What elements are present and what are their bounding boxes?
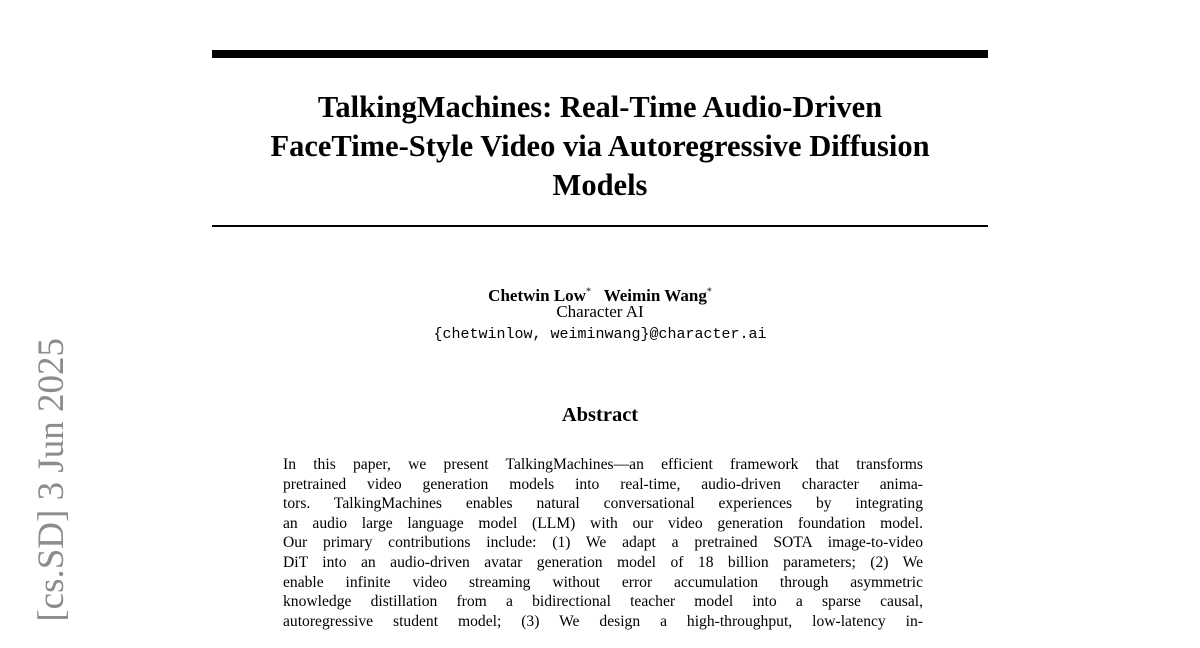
author-email: {chetwinlow, weiminwang}@character.ai xyxy=(433,326,767,343)
abstract-line: autoregressive student model; (3) We design a high-throughput, low-latency in- xyxy=(283,612,923,630)
paper-title xyxy=(212,88,988,205)
equal-contribution-mark: * xyxy=(585,286,591,297)
title-top-rule xyxy=(212,50,988,58)
abstract-line: Our primary contributions include: (1) We adapt a pretrained SOTA image-to-video xyxy=(283,534,923,552)
title-line: Models xyxy=(552,168,648,202)
abstract-line: an audio large language model (LLM) with our video generation foundation model. xyxy=(283,514,923,532)
title-line: FaceTime-Style Video via Autoregressive Diffusion xyxy=(270,129,930,163)
abstract-line: In this paper, we present TalkingMachines—an efficient framework that transforms xyxy=(283,456,923,473)
author-name: Weimin Wang* xyxy=(603,285,712,305)
abstract-body xyxy=(283,455,923,631)
arxiv-identifier-stamp: [cs.SD] 3 Jun 2025 xyxy=(31,338,72,622)
affiliation: Character AI xyxy=(556,302,644,321)
title-bottom-rule xyxy=(212,225,988,227)
abstract-heading: Abstract xyxy=(561,404,639,426)
abstract-line: knowledge distillation from a bidirectional teacher model into a sparse causal, xyxy=(283,593,923,611)
title-line: TalkingMachines: Real-Time Audio-Driven xyxy=(317,90,883,124)
abstract-line: DiT into an audio-driven avatar generation model of 18 billion parameters; (2) We xyxy=(283,553,923,571)
abstract-line: tors. TalkingMachines enables natural conversational experiences by integrating xyxy=(283,495,923,513)
equal-contribution-mark: * xyxy=(706,286,712,297)
abstract-line: enable infinite video streaming without error accumulation through asymmetric xyxy=(283,573,923,591)
abstract-line: pretrained video generation models into real-time, audio-driven character anima- xyxy=(283,475,923,493)
author-name: Chetwin Low* xyxy=(488,285,591,305)
